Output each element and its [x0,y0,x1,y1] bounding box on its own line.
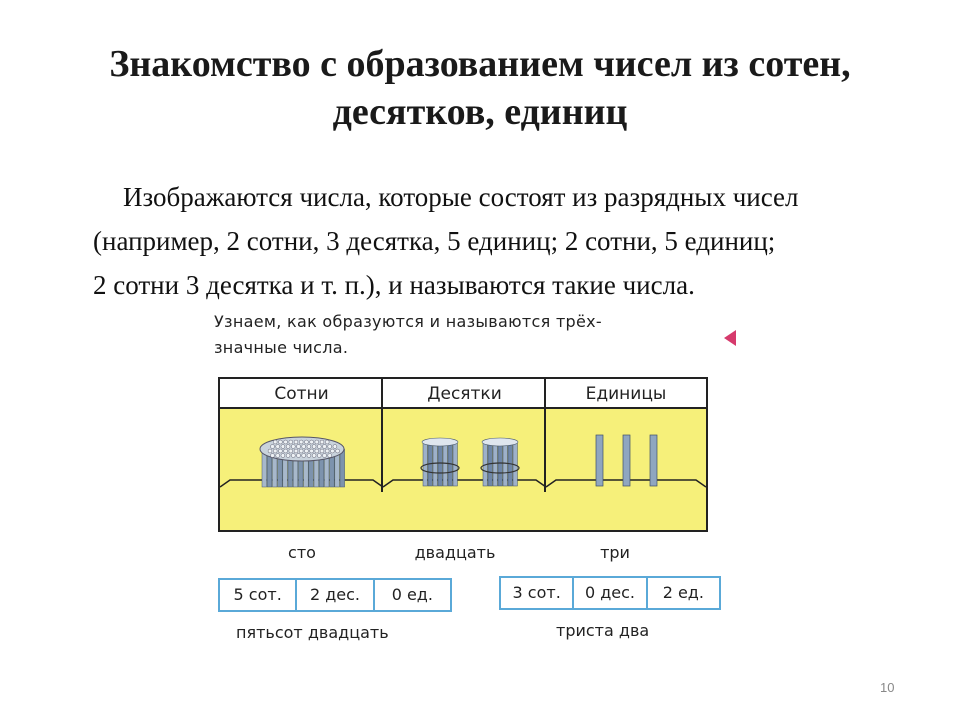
ten-bundle-icon [421,438,459,486]
column-header-hundreds: Сотни [220,379,383,409]
unit-rod-icon [596,435,603,486]
paragraph-line: 2 сотни 3 десятка и т. п.), и называются такие числа. [93,270,695,300]
column-header-ones: Единицы [546,379,706,409]
intro-line: значные числа. [214,338,349,357]
unit-rod-icon [650,435,657,486]
hundreds-cell: 3 сот. [501,578,574,608]
ten-bundles [421,438,519,486]
paragraph-line: (например, 2 сотни, 3 десятка, 5 единиц; 2 сотни, 5 единиц; [93,226,776,256]
number-word-ones: три [600,543,630,562]
triangle-marker-icon [724,330,736,346]
ones-cell: 2 ед. [662,583,704,602]
example-caption: пятьсот двадцать [236,623,389,642]
intro-line: Узнаем, как образуются и называются трёх- [214,312,603,331]
hundreds-cell: 5 сот. [220,580,297,610]
ones-cell: 0 ед. [391,585,433,604]
paragraph-line: Изображаются числа, которые состоят из разрядных чисел [123,182,799,212]
bundles-illustration [220,379,706,530]
place-value-example [499,576,721,610]
number-word-tens: двадцать [414,543,496,562]
place-value-table [218,377,708,532]
hundred-bundle-icon [260,437,345,487]
number-word-hundreds: сто [288,543,316,562]
ten-bundle-icon [481,438,519,486]
shelf-lines [220,480,706,487]
tens-cell: 0 дес. [574,578,647,608]
unit-rod-icon [623,435,630,486]
figure-intro-text [214,309,704,361]
unit-rods [596,435,657,486]
page-number: 10 [880,680,895,695]
place-value-example [218,578,452,612]
example-caption: триста два [556,621,650,640]
column-header-tens: Десятки [383,379,546,409]
tens-cell: 2 дес. [297,580,374,610]
slide-title: Знакомство с образованием чисел из сотен, десятков, единиц [109,43,851,133]
